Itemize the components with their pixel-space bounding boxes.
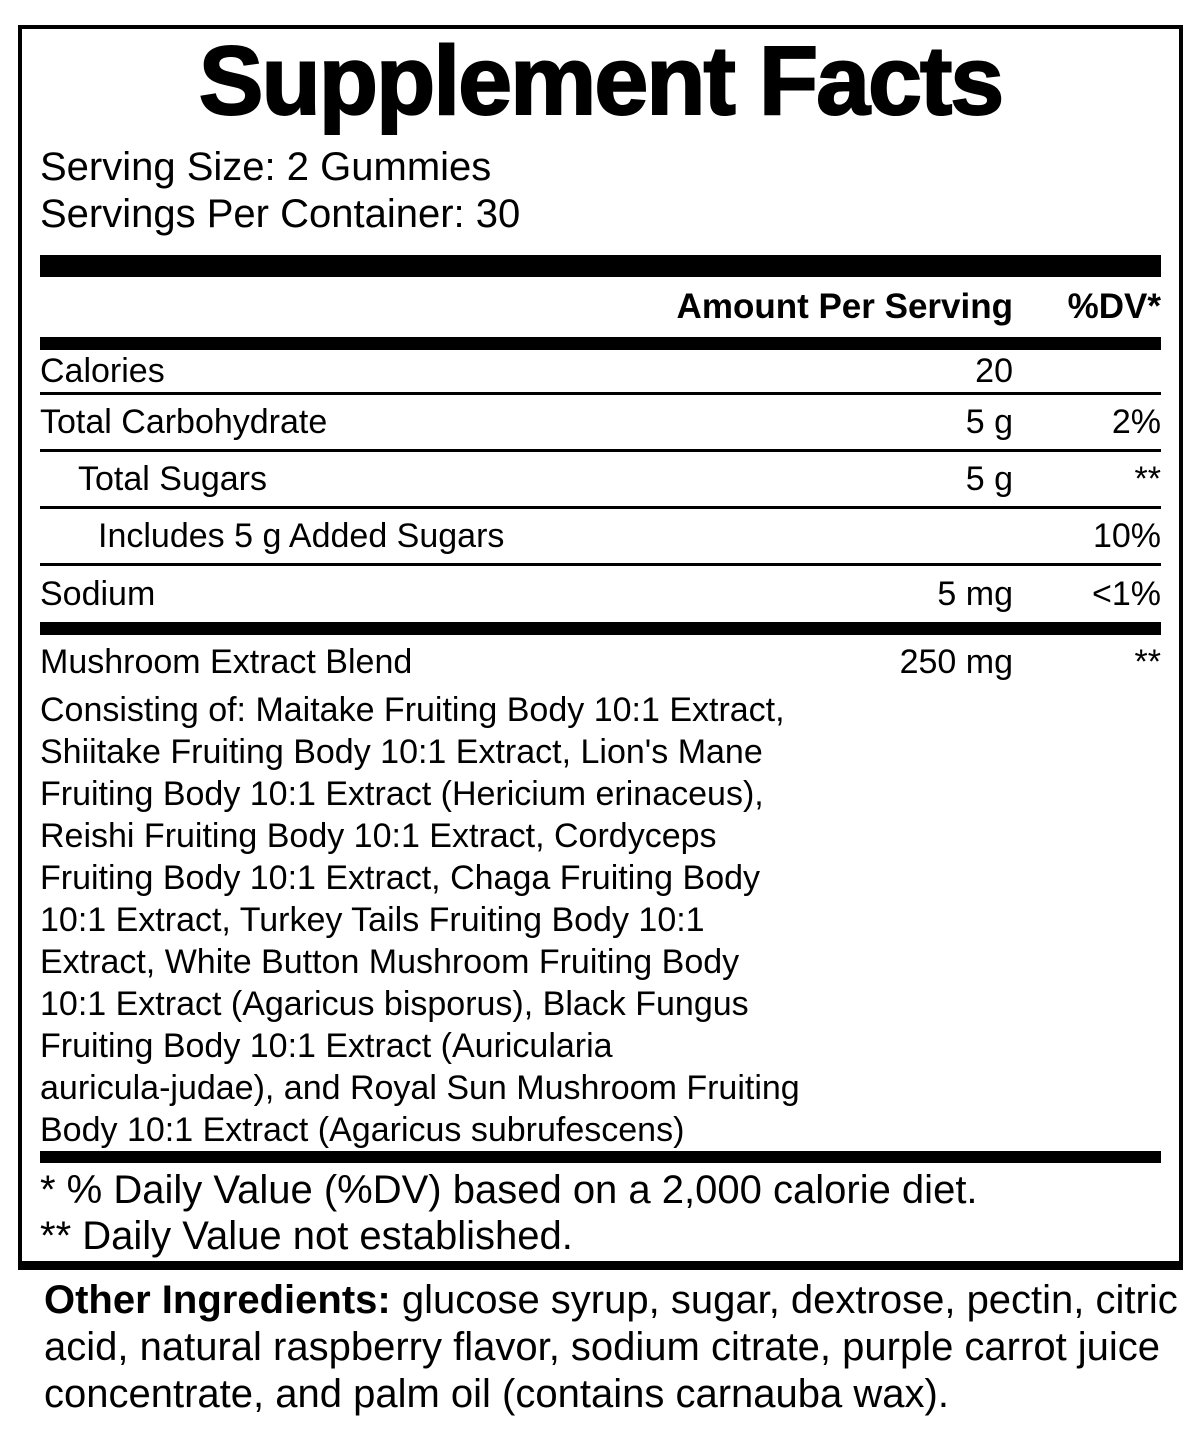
nutrient-amount: 5 g (965, 459, 1013, 498)
nutrient-amount: 5 mg (937, 574, 1013, 613)
blend-description-line: Reishi Fruiting Body 10:1 Extract, Cordyceps (40, 817, 717, 855)
table-row (40, 395, 1161, 452)
divider-bar-thick-top (40, 255, 1161, 277)
table-header-row (40, 277, 1161, 337)
nutrient-name: Calories (40, 351, 165, 390)
blend-description (40, 689, 1161, 1151)
table-row (40, 509, 1161, 566)
footnote-dv-not-established: ** Daily Value not established. (40, 1214, 573, 1258)
other-ingredients-line (44, 1277, 1178, 1324)
nutrient-name: Total Carbohydrate (40, 402, 328, 441)
blend-name: Mushroom Extract Blend (40, 642, 413, 681)
nutrient-amount: 5 g (965, 402, 1013, 441)
blend-description-line: Consisting of: Maitake Fruiting Body 10:1 Extract, (40, 691, 785, 729)
blend-row (40, 635, 1161, 689)
nutrient-dv: 10% (1092, 516, 1161, 555)
supplement-facts-panel (18, 25, 1183, 1270)
blend-description-line: Body 10:1 Extract (Agaricus subrufescens) (40, 1111, 685, 1149)
panel-title: Supplement Facts (198, 26, 1003, 135)
blend-description-line: Fruiting Body 10:1 Extract (Auricularia (40, 1027, 613, 1065)
other-ingredients-line: concentrate, and palm oil (contains carnauba wax). (44, 1372, 949, 1416)
table-row (40, 566, 1161, 622)
blend-description-line: auricula-judae), and Royal Sun Mushroom Fruiting (40, 1069, 800, 1107)
nutrient-name: Includes 5 g Added Sugars (98, 516, 505, 555)
footnotes (40, 1163, 1161, 1259)
serving-info (40, 144, 1161, 238)
blend-description-line: 10:1 Extract (Agaricus bisporus), Black Fungus (40, 985, 749, 1023)
table-row (40, 350, 1161, 395)
nutrient-amount: 20 (975, 351, 1013, 390)
column-header-dv: %DV* (1067, 287, 1161, 326)
nutrient-dv: <1% (1092, 574, 1161, 613)
nutrient-dv: ** (1134, 459, 1161, 498)
other-ingredients-text: glucose syrup, sugar, dextrose, pectin, citric (390, 1278, 1178, 1322)
other-ingredients-section (44, 1277, 1178, 1418)
column-header-amount: Amount Per Serving (676, 287, 1013, 326)
servings-per-container: Servings Per Container: 30 (40, 192, 521, 236)
nutrient-name: Sodium (40, 574, 156, 613)
table-row (40, 452, 1161, 509)
blend-description-line: Shiitake Fruiting Body 10:1 Extract, Lion's Mane (40, 733, 763, 771)
blend-description-line: Fruiting Body 10:1 Extract, Chaga Fruiting Body (40, 859, 761, 897)
footnote-dv-basis: * % Daily Value (%DV) based on a 2,000 calorie diet. (40, 1168, 978, 1212)
blend-amount: 250 mg (899, 642, 1013, 681)
nutrient-name: Total Sugars (78, 459, 267, 498)
other-ingredients-label: Other Ingredients: (44, 1278, 391, 1322)
blend-description-line: 10:1 Extract, Turkey Tails Fruiting Body 10:1 (40, 901, 705, 939)
divider-bar-above-footnotes (40, 1151, 1161, 1163)
other-ingredients-line: acid, natural raspberry flavor, sodium citrate, purple carrot juice (44, 1325, 1161, 1369)
divider-bar-under-header (40, 337, 1161, 350)
blend-dv: ** (1134, 642, 1161, 681)
blend-description-line: Extract, White Button Mushroom Fruiting Body (40, 943, 740, 981)
blend-description-line: Fruiting Body 10:1 Extract (Hericium erinaceus), (40, 775, 764, 813)
nutrient-dv: 2% (1111, 402, 1161, 441)
divider-bar-above-blend (40, 622, 1161, 635)
serving-size: Serving Size: 2 Gummies (40, 145, 492, 189)
